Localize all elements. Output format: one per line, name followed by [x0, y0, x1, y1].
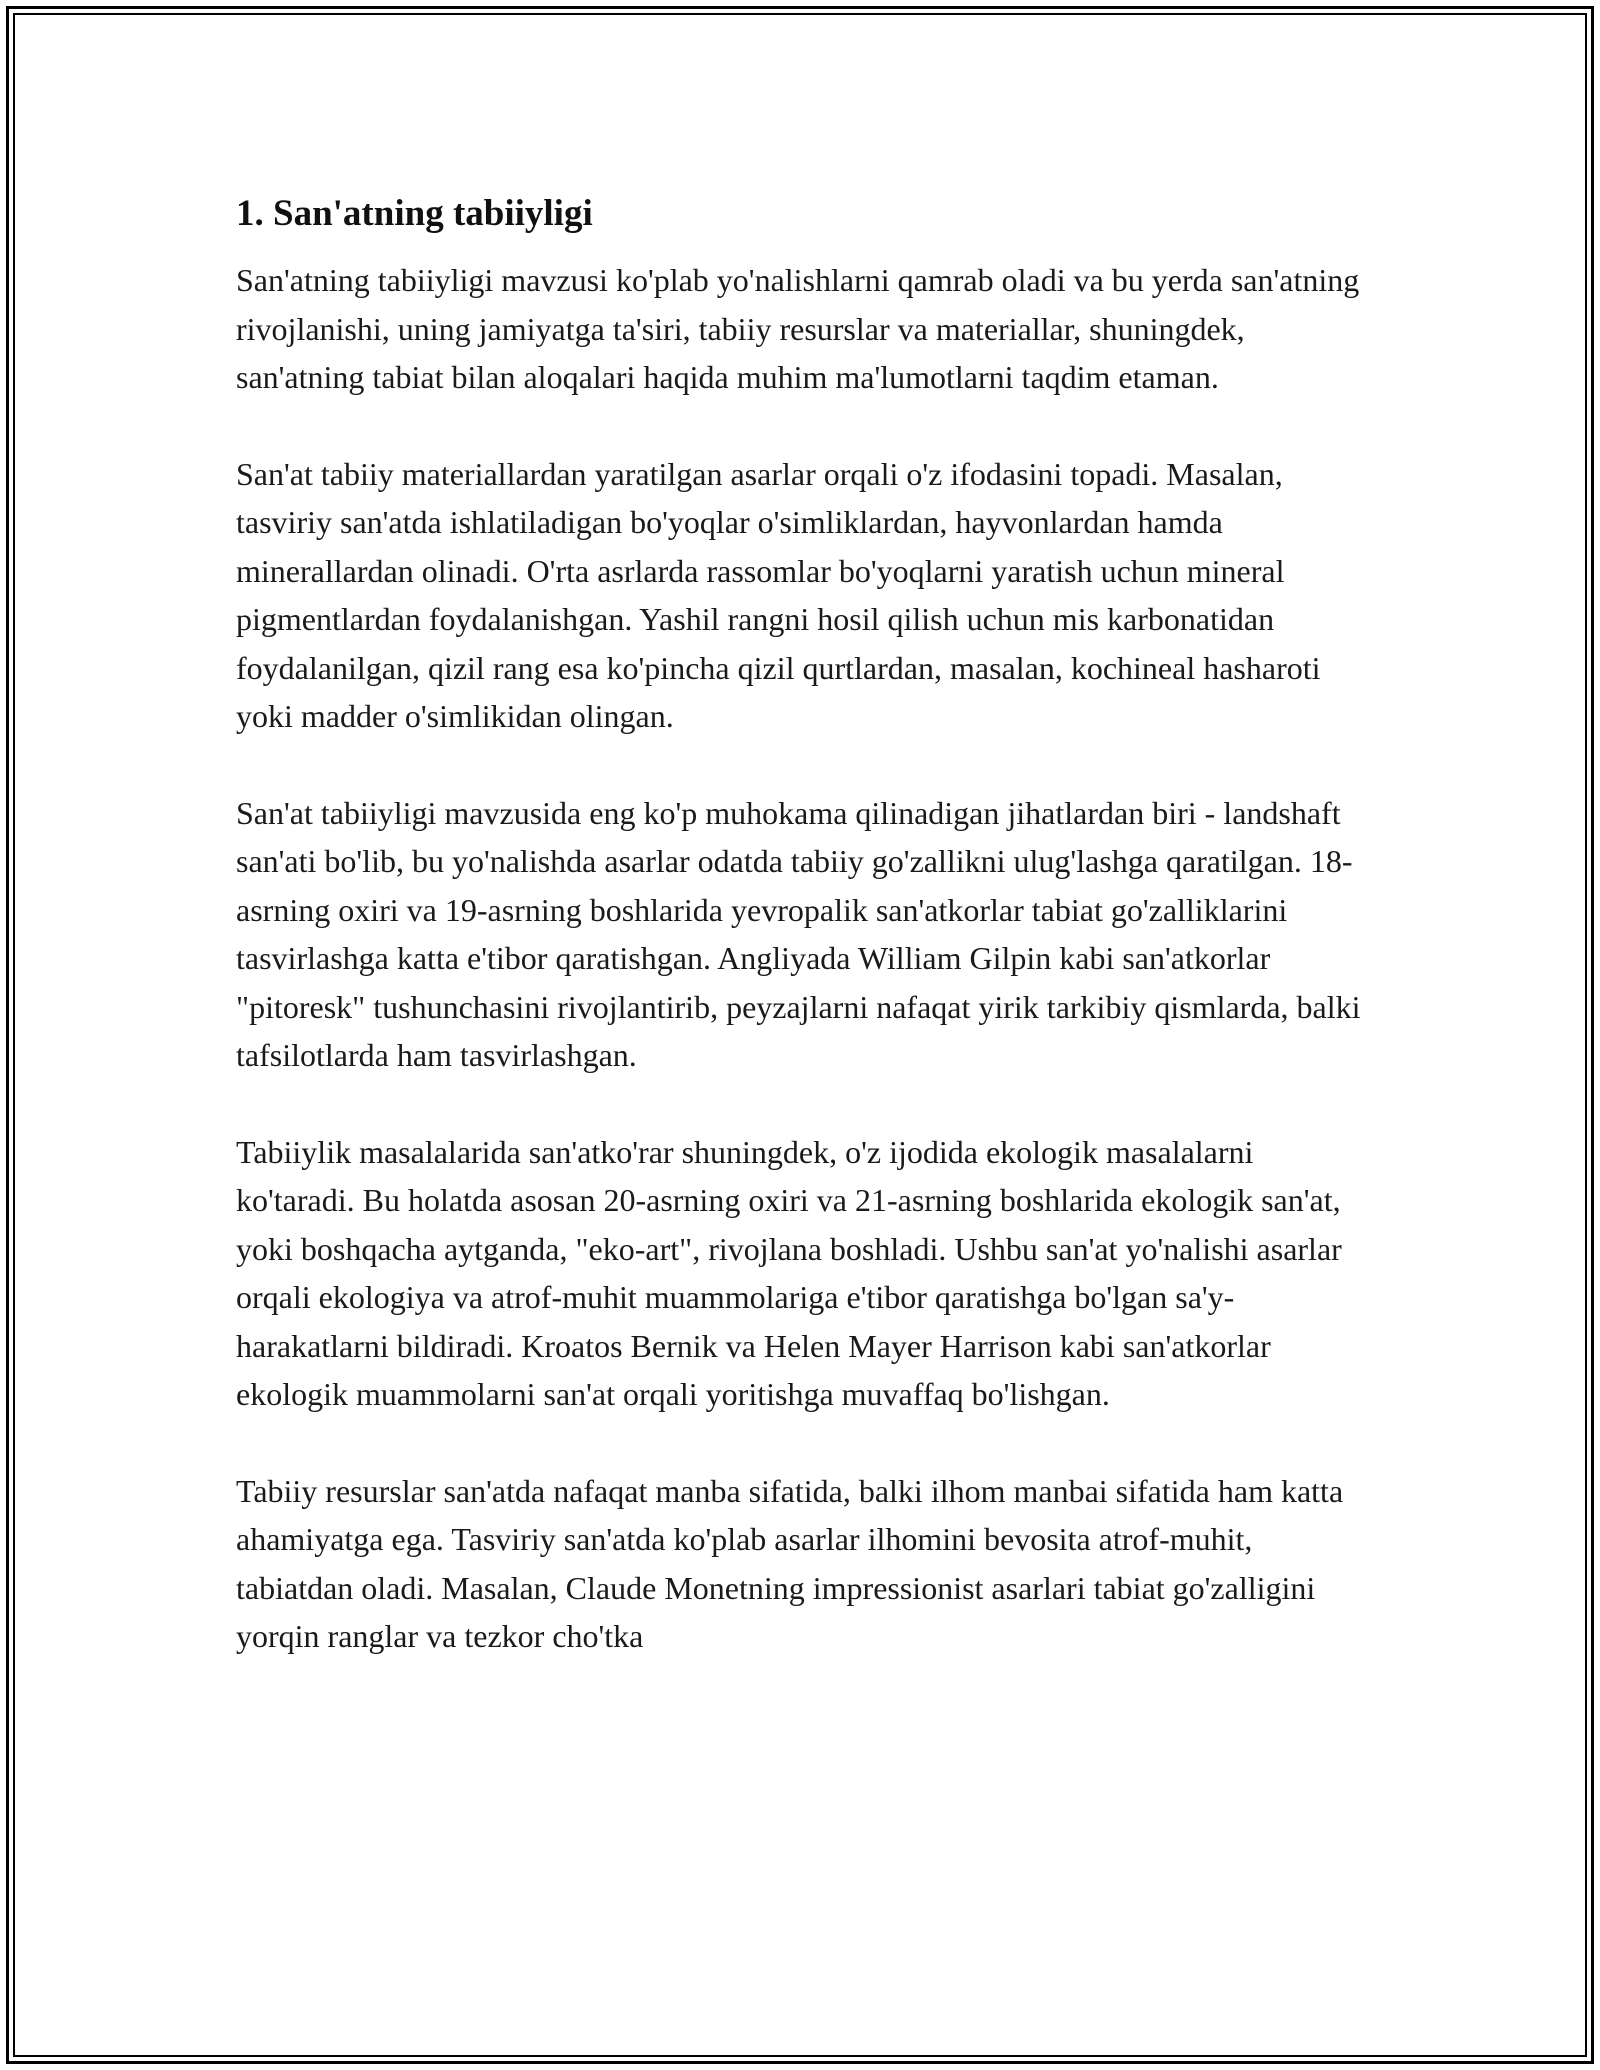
section-heading: 1. San'atning tabiiyligi	[236, 193, 593, 234]
paragraph-natural-resources: Tabiiy resurslar san'atda nafaqat manba sifatida, balki ilhom manbai sifatida ham katta ahamiyatga ega. Tasviriy san'atda ko'plab asarlar ilhomini bevosita atrof-muhit, tabiatdan oladi. Masalan, Claude Monetning impressionist asarlari tabiat go'zalligini yorqin ranglar va tezkor cho'tka	[236, 1472, 1344, 1654]
paragraph-landscape-art: San'at tabiiyligi mavzusida eng ko'p muhokama qilinadigan jihatlardan biri - landshaft san'ati bo'lib, bu yo'nalishda asarlar odatda tabiiy go'zallikni ulug'lashga qaratilgan. 18-asrning oxiri va 19-asrning boshlarida yevropalik san'atkorlar tabiat go'zalliklarini tasvirlashga katta e'tibor qaratishgan. Angliyada William Gilpin kabi san'atkorlar "pitoresk" tushunchasini rivojlantirib, peyzajlarni nafaqat yirik tarkibiy qismlarda, balki tafsilotlarda ham tasvirlashgan.	[236, 794, 1361, 1073]
paragraph-eco-art: Tabiiylik masalalarida san'atko'rar shuningdek, o'z ijodida ekologik masalalarni ko'taradi. Bu holatda asosan 20-asrning oxiri va 21-asrning boshlarida ekologik san'at, yoki boshqacha aytganda, "eko-art", rivojlana boshladi. Ushbu san'at yo'nalishi asarlar orqali ekologiya va atrof-muhit muammolariga e'tibor qaratishga bo'lgan sa'y-harakatlarni bildiradi. Kroatos Bernik va Helen Mayer Harrison kabi san'atkorlar ekologik muammolarni san'at orqali yoritishga muvaffaq bo'lishgan.	[236, 1133, 1342, 1412]
document-body	[236, 188, 1376, 1661]
paragraph-natural-materials: San'at tabiiy materiallardan yaratilgan asarlar orqali o'z ifodasini topadi. Masalan, tasviriy san'atda ishlatiladigan bo'yoqlar o'simliklardan, hayvonlardan hamda minerallardan olinadi. O'rta asrlarda rassomlar bo'yoqlarni yaratish uchun mineral pigmentlardan foydalanishgan. Yashil rangni hosil qilish uchun mis karbonatidan foydalanilgan, qizil rang esa ko'pincha qizil qurtlardan, masalan, kochineal hasharoti yoki madder o'simlikidan olingan.	[236, 455, 1321, 734]
paragraph-intro: San'atning tabiiyligi mavzusi ko'plab yo'nalishlarni qamrab oladi va bu yerda san'atning rivojlanishi, uning jamiyatga ta'siri, tabiiy resurslar va materiallar, shuningdek, san'atning tabiat bilan aloqalari haqida muhim ma'lumotlarni taqdim etaman.	[236, 262, 1360, 395]
